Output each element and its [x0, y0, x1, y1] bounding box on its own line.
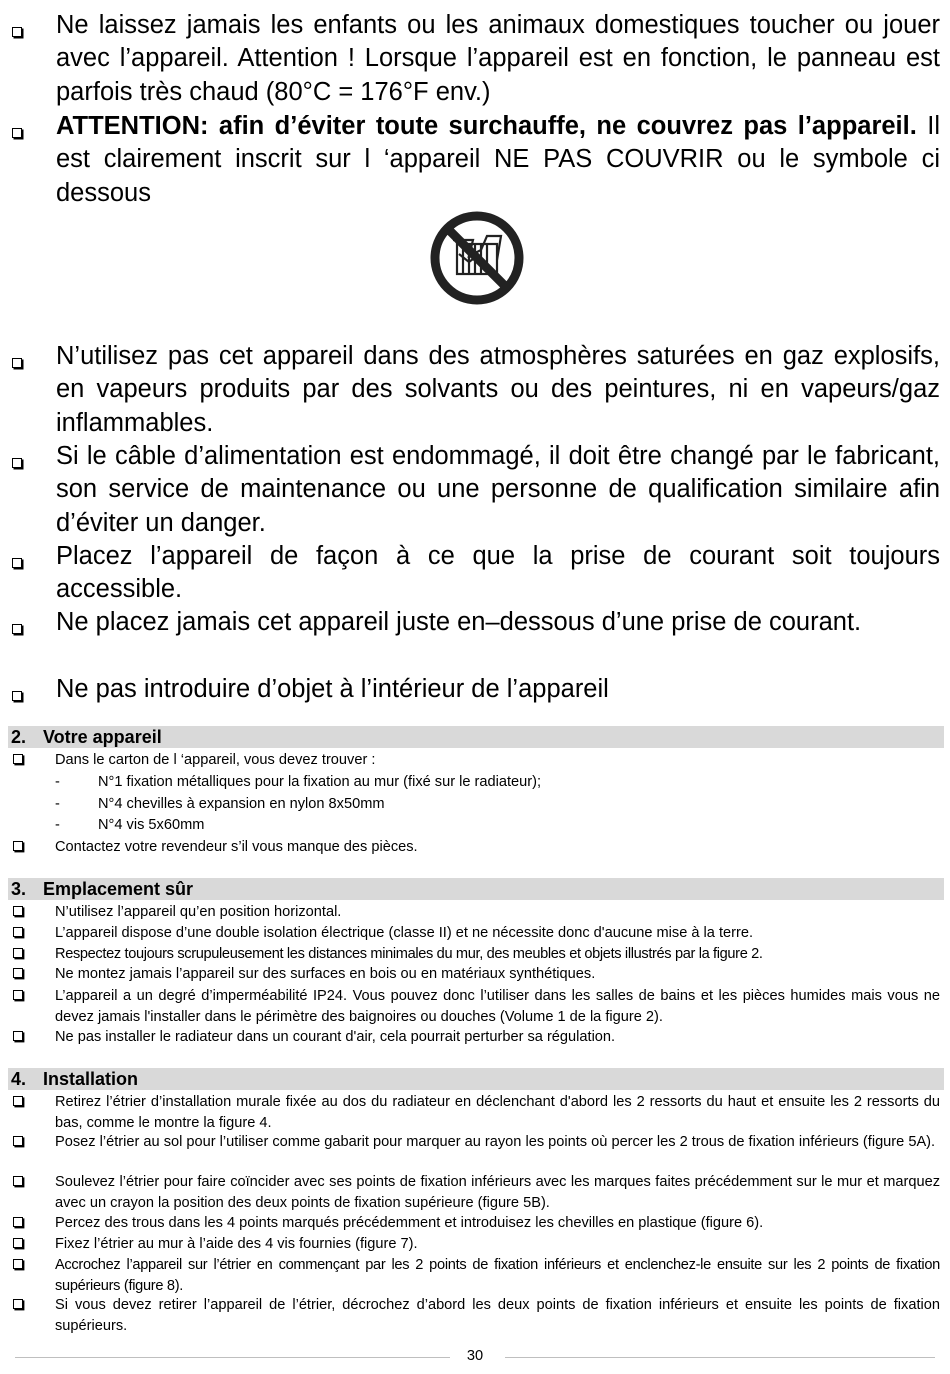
list-item-text: Accrochez l’appareil sur l’étrier en commençant par les 2 points de fixation inférieurs et enclenchez-le ensuite sur les 2 points de fixation supérieurs (figure 8).	[55, 1257, 940, 1294]
checkbox-bullet-icon	[12, 128, 22, 138]
sub-list-item	[55, 772, 915, 793]
list-item-text: Ne laissez jamais les enfants ou les animaux domestiques toucher ou jouer avec l’appareil. Attention ! Lorsque l’appareil est en fonction, le panneau est parfois très chaud (80°C = 176°F env.)	[56, 11, 940, 106]
dash-bullet: -	[55, 774, 60, 790]
checkbox-bullet-icon	[13, 906, 23, 916]
checkbox-bullet-icon	[12, 624, 22, 634]
section-header	[8, 726, 944, 748]
checkbox-bullet-icon	[13, 1096, 23, 1106]
checkbox-bullet-icon	[12, 691, 22, 701]
list-item-text: Placez l’appareil de façon à ce que la prise de courant soit toujours accessible.	[56, 542, 940, 604]
list-item	[10, 1255, 940, 1296]
list-item	[10, 1234, 940, 1255]
checkbox-bullet-icon	[12, 358, 22, 368]
page-number: 30	[466, 1348, 484, 1364]
checkbox-bullet-icon	[13, 1031, 23, 1041]
list-item-text: Si vous devez retirer l’appareil de l’étrier, décrochez d’abord les deux points de fixation inférieurs et ensuite les points de fixation supérieurs.	[55, 1297, 940, 1334]
list-item	[10, 837, 940, 858]
list-item	[10, 9, 940, 109]
section-header	[8, 1068, 944, 1090]
list-item-text: Retirez l’étrier d’installation murale fixée au dos du radiateur en déclenchant d'abord les 2 ressorts du haut et ensuite les 2 ressorts du bas, comme le montre la figure 4.	[55, 1094, 940, 1131]
list-item	[10, 1172, 940, 1213]
section-number: 2.	[11, 727, 27, 747]
list-item	[10, 944, 940, 965]
sub-list-item	[55, 815, 915, 836]
list-item	[10, 964, 940, 985]
list-item	[10, 1295, 940, 1336]
sub-list-item-text: N°4 chevilles à expansion en nylon 8x50mm	[98, 796, 385, 812]
dash-bullet: -	[55, 796, 60, 812]
list-item-text: Ne pas installer le radiateur dans un courant d'air, cela pourrait perturber sa régulation.	[55, 1029, 616, 1045]
list-item	[10, 606, 940, 639]
checkbox-bullet-icon	[13, 1238, 23, 1248]
list-item	[10, 110, 940, 210]
list-item	[10, 1027, 940, 1048]
list-item	[10, 1092, 940, 1133]
sub-list-item-text: N°4 vis 5x60mm	[98, 817, 205, 833]
list-item	[10, 540, 940, 607]
list-item-text: Ne pas introduire d’objet à l’intérieur de l’appareil	[56, 675, 609, 703]
list-item-text: Ne montez jamais l’appareil sur des surfaces en bois ou en matériaux synthétiques.	[55, 966, 596, 982]
list-item	[10, 1213, 940, 1234]
list-item-text: N’utilisez pas cet appareil dans des atmosphères saturées en gaz explosifs, en vapeurs produits par des solvants ou des peintures, ni en vapeurs/gaz inflammables.	[56, 342, 940, 437]
list-item-text: Soulevez l’étrier pour faire coïncider avec ses points de fixation inférieurs avec les marques faites précédemment sur le mur et marquez avec un crayon la position des deux points de fixation supérieure (figure 5B).	[55, 1174, 940, 1211]
list-item	[10, 673, 940, 706]
warning-text: ATTENTION: afin d’éviter toute surchauffe, ne couvrez pas l’appareil.	[56, 112, 917, 140]
checkbox-bullet-icon	[12, 558, 22, 568]
list-item	[10, 902, 940, 923]
list-item-text: Contactez votre revendeur s’il vous manque des pièces.	[55, 839, 418, 855]
list-item-text-rest: Il est clairement inscrit sur l ‘appareil NE PAS COUVRIR ou le symbole ci dessous	[56, 112, 940, 207]
do-not-cover-icon	[429, 210, 525, 306]
footer-divider	[505, 1357, 935, 1358]
checkbox-bullet-icon	[13, 754, 23, 764]
checkbox-bullet-icon	[13, 1259, 23, 1269]
checkbox-bullet-icon	[13, 927, 23, 937]
sub-list-item	[55, 794, 915, 815]
checkbox-bullet-icon	[12, 27, 22, 37]
dash-bullet: -	[55, 817, 60, 833]
checkbox-bullet-icon	[13, 968, 23, 978]
checkbox-bullet-icon	[13, 1176, 23, 1186]
list-item-text: Respectez toujours scrupuleusement les distances minimales du mur, des meubles et objets illustrés par la figure 2.	[55, 946, 763, 962]
checkbox-bullet-icon	[13, 1299, 23, 1309]
section-title: Votre appareil	[43, 727, 162, 747]
list-item	[10, 1132, 940, 1153]
list-item-text: Ne placez jamais cet appareil juste en–dessous d’une prise de courant.	[56, 608, 862, 636]
checkbox-bullet-icon	[13, 990, 23, 1000]
list-item-text: Si le câble d’alimentation est endommagé, il doit être changé par le fabricant, son service de maintenance ou une personne de qualification similaire afin d’éviter un danger.	[56, 442, 940, 537]
section-number: 4.	[11, 1069, 27, 1089]
checkbox-bullet-icon	[13, 948, 23, 958]
footer-divider	[15, 1357, 450, 1358]
list-item-text: N’utilisez l’appareil qu’en position horizontal.	[55, 904, 342, 920]
list-item	[10, 986, 940, 1027]
section-number: 3.	[11, 879, 27, 899]
list-item-text: Posez l’étrier au sol pour l’utiliser comme gabarit pour marquer au rayon les points où percer les 2 trous de fixation inférieurs (figure 5A).	[55, 1134, 936, 1150]
checkbox-bullet-icon	[13, 841, 23, 851]
checkbox-bullet-icon	[12, 458, 22, 468]
section-title: Installation	[43, 1069, 139, 1089]
list-item	[10, 750, 940, 771]
list-item-text: L’appareil dispose d’une double isolation électrique (classe II) et ne nécessite donc d'aucune mise à la terre.	[55, 925, 754, 941]
list-item-text: Percez des trous dans les 4 points marqués précédemment et introduisez les chevilles en plastique (figure 6).	[55, 1215, 764, 1231]
list-item-text: Fixez l’étrier au mur à l’aide des 4 vis fournies (figure 7).	[55, 1236, 418, 1252]
list-item	[10, 340, 940, 440]
section-title: Emplacement sûr	[43, 879, 194, 899]
list-item-text: Dans le carton de l ‘appareil, vous devez trouver :	[55, 752, 376, 768]
list-item-text	[56, 110, 940, 210]
checkbox-bullet-icon	[13, 1217, 23, 1227]
list-item	[10, 923, 940, 944]
checkbox-bullet-icon	[13, 1136, 23, 1146]
section-header	[8, 878, 944, 900]
list-item-text: L’appareil a un degré d’imperméabilité IP24. Vous pouvez donc l’utiliser dans les salles de bains et les pièces humides mais vous ne devez jamais l'installer dans le périmètre des baignoires ou douches (Volume 1 de la figure 2).	[55, 988, 940, 1025]
list-item	[10, 440, 940, 540]
sub-list-item-text: N°1 fixation métalliques pour la fixation au mur (fixé sur le radiateur);	[98, 774, 542, 790]
